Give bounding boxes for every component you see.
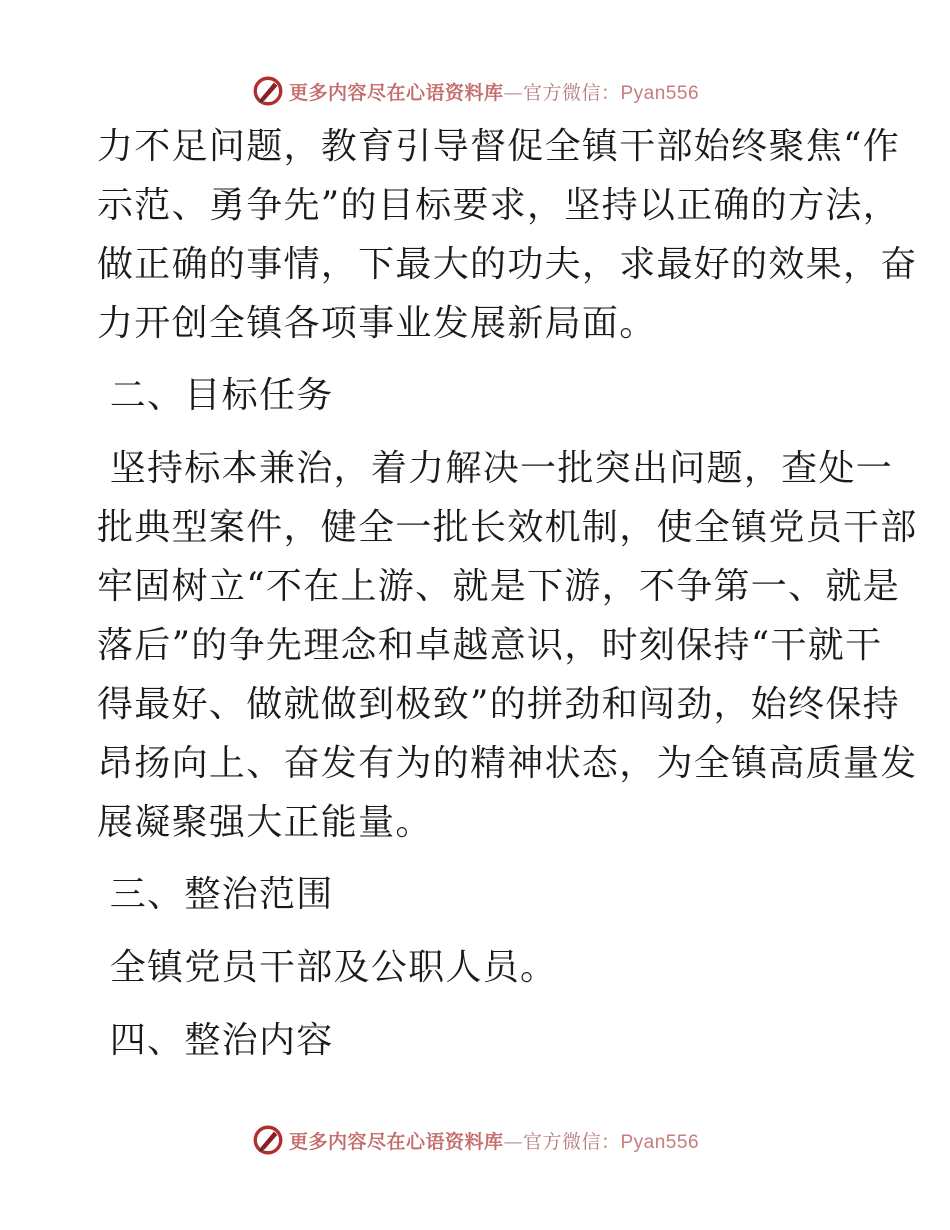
text-line: 坚持标本兼治，着力解决一批突出问题，查处一 [97, 448, 894, 489]
header-banner [0, 71, 950, 111]
section-heading: 二、目标任务 [97, 375, 334, 416]
banner-wechat-label: 官方微信： [522, 81, 621, 104]
section-heading: 四、整治内容 [97, 1020, 334, 1061]
banner-separator: — [503, 81, 523, 104]
banner-wechat-label: 官方微信： [522, 1130, 621, 1153]
text-line: 示范、勇争先”的目标要求，坚持以正确的方法， [97, 185, 901, 226]
text-line: 昂扬向上、奋发有为的精神状态，为全镇高质量发 [97, 743, 918, 784]
text-line: 做正确的事情，下最大的功夫，求最好的效果，奋 [97, 244, 918, 285]
text-line: 落后”的争先理念和卓越意识，时刻保持“干就干 [97, 625, 883, 666]
pen-logo-icon [251, 1123, 285, 1157]
text-line: 批典型案件，健全一批长效机制，使全镇党员干部 [97, 507, 918, 548]
text-line: 全镇党员干部及公职人员。 [97, 947, 558, 988]
text-line: 力不足问题，教育引导督促全镇干部始终聚焦“作 [97, 126, 901, 167]
text-line: 展凝聚强大正能量。 [97, 802, 433, 843]
footer-banner [0, 1120, 950, 1160]
banner-site-name: 更多内容尽在心语资料库 [288, 1130, 504, 1153]
banner-wechat-id: Pyan556 [620, 1131, 700, 1153]
banner-text [289, 1127, 699, 1154]
banner-site-name: 更多内容尽在心语资料库 [288, 81, 504, 104]
text-line: 得最好、做就做到极致”的拼劲和闯劲，始终保持 [97, 684, 901, 725]
text-line: 力开创全镇各项事业发展新局面。 [97, 303, 657, 344]
banner-wechat-id: Pyan556 [620, 82, 700, 104]
text-line: 牢固树立“不在上游、就是下游，不争第一、就是 [97, 566, 901, 607]
section-heading: 三、整治范围 [97, 874, 334, 915]
banner-text [289, 78, 699, 105]
banner-separator: — [503, 1130, 523, 1153]
pen-logo-icon [251, 74, 285, 108]
